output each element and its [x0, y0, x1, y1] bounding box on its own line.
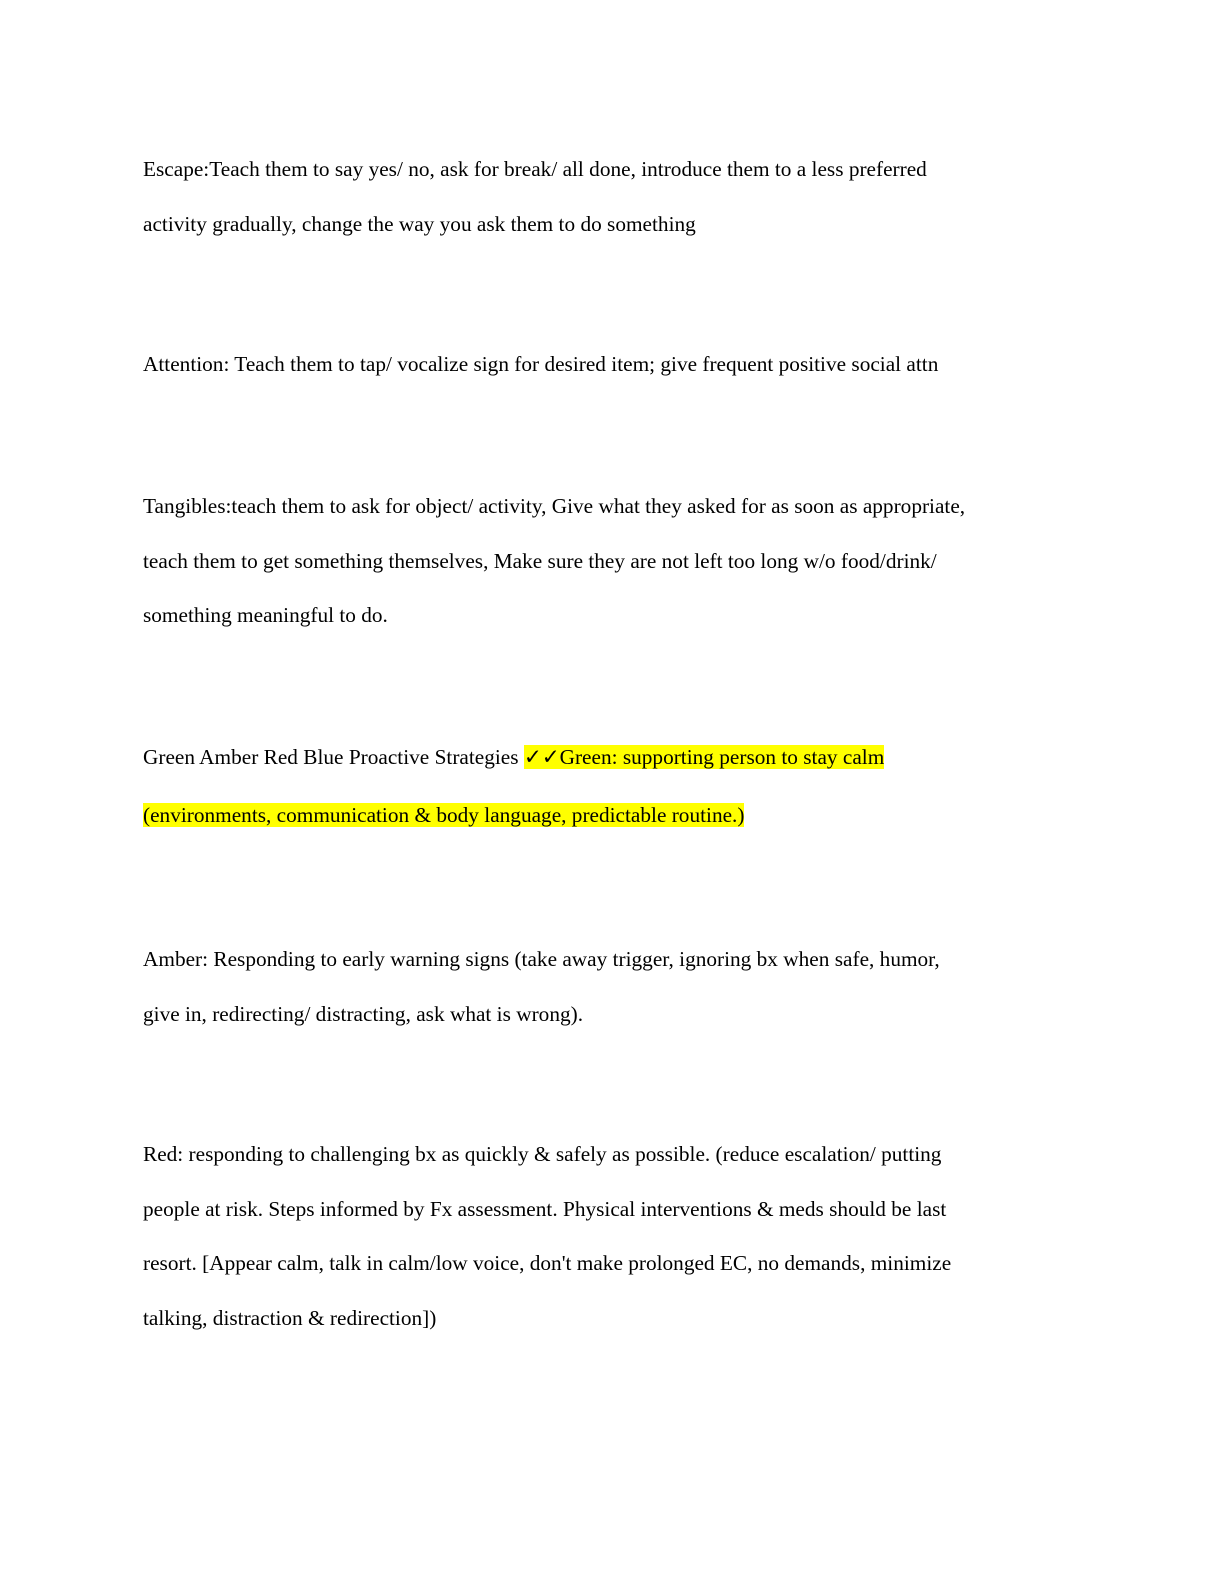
escape-paragraph [143, 142, 1103, 251]
text-line [143, 786, 1103, 844]
text-line: talking, distraction & redirection]) [143, 1305, 437, 1330]
text-line: Tangibles:teach them to ask for object/ activity, Give what they asked for as soon as appropriate, [143, 494, 966, 518]
text-line: teach them to get something themselves, Make sure they are not left too long w/o food/drink/ [143, 548, 937, 573]
highlighted-text: (environments, communication & body language, predictable routine.) [143, 803, 745, 827]
red-paragraph [143, 1127, 1103, 1345]
strategies-heading-text: Green Amber Red Blue Proactive Strategies [143, 745, 524, 769]
amber-paragraph [143, 932, 1103, 1041]
text-line: Attention: Teach them to tap/ vocalize sign for desired item; give frequent positive social attn [143, 352, 939, 376]
text-line: Amber: Responding to early warning signs (take away trigger, ignoring bx when safe, humor, [143, 947, 940, 971]
attention-paragraph [143, 337, 1103, 392]
text-line: activity gradually, change the way you ask them to do something [143, 211, 696, 236]
text-line [143, 728, 1103, 786]
green-strategies-paragraph [143, 728, 1103, 844]
text-line: something meaningful to do. [143, 603, 388, 627]
text-line: resort. [Appear calm, talk in calm/low voice, don't make prolonged EC, no demands, minimize [143, 1251, 952, 1275]
tangibles-paragraph [143, 479, 1103, 643]
highlighted-text: ✓✓Green: supporting person to stay calm [523, 745, 885, 769]
text-line: Red: responding to challenging bx as quickly & safely as possible. (reduce escalation/ putting [143, 1142, 942, 1166]
text-line: people at risk. Steps informed by Fx assessment. Physical interventions & meds should be last [143, 1196, 947, 1221]
text-line: Escape:Teach them to say yes/ no, ask for break/ all done, introduce them to a less preferred [143, 157, 927, 181]
text-line: give in, redirecting/ distracting, ask what is wrong). [143, 1001, 584, 1026]
